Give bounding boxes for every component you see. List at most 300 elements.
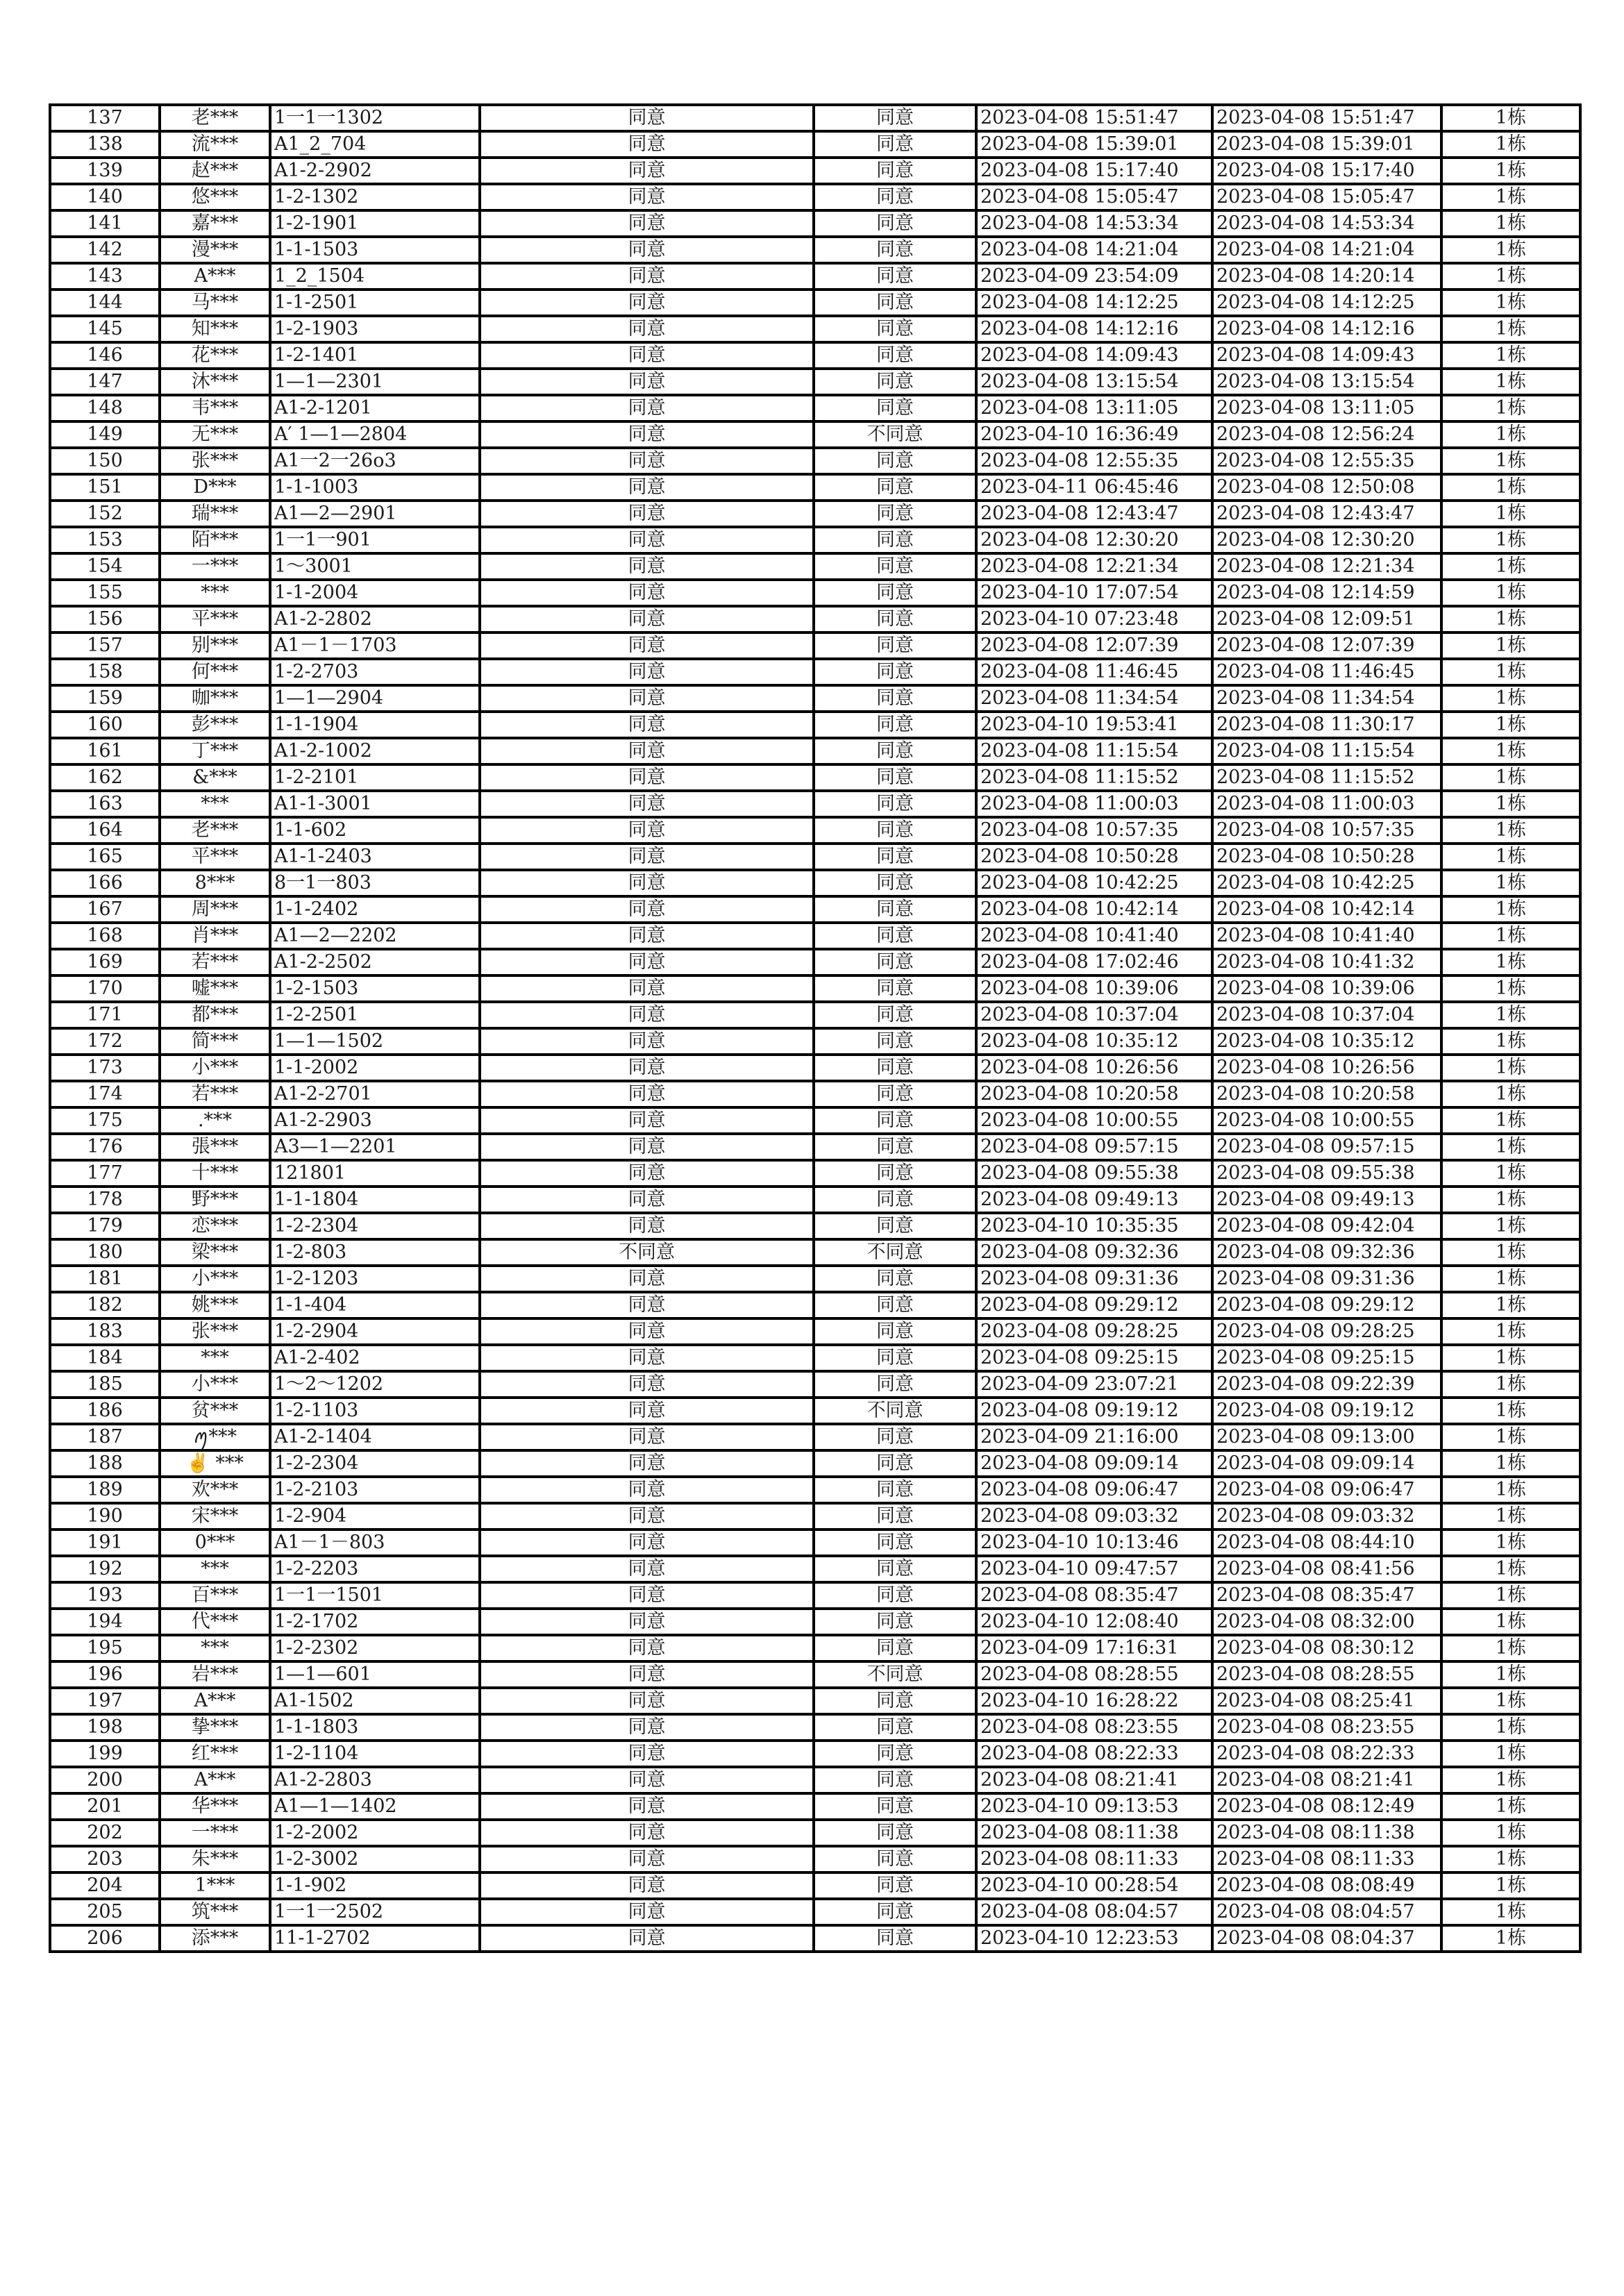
building: 1栋 [1441,1266,1580,1292]
vote-item-2: 同意 [814,712,976,738]
building: 1栋 [1441,448,1580,474]
vote-item-2: 同意 [814,501,976,527]
building: 1栋 [1441,896,1580,923]
vote-time: 2023-04-08 15:51:47 [976,105,1212,131]
owner-name: 简*** [160,1028,270,1055]
vote-item-1: 同意 [480,1345,814,1371]
row-number: 154 [50,553,160,580]
row-number: 196 [50,1661,160,1688]
vote-item-2: 同意 [814,1002,976,1028]
vote-item-2: 同意 [814,1266,976,1292]
room-address: 1—1—1502 [270,1028,480,1055]
table-row [50,1398,1580,1424]
owner-name: 贫*** [160,1398,270,1424]
table-row [50,923,1580,949]
building: 1栋 [1441,1609,1580,1635]
table-row [50,685,1580,712]
first-vote-time: 2023-04-08 12:21:34 [1212,553,1441,580]
table-row [50,1081,1580,1107]
vote-item-2: 不同意 [814,1661,976,1688]
row-number: 174 [50,1081,160,1107]
vote-time: 2023-04-08 08:22:33 [976,1741,1212,1767]
vote-item-2: 同意 [814,448,976,474]
vote-item-1: 同意 [480,474,814,501]
vote-time: 2023-04-08 14:12:25 [976,290,1212,316]
vote-item-2: 同意 [814,1767,976,1793]
owner-name: 何*** [160,659,270,685]
vote-time: 2023-04-08 10:00:55 [976,1107,1212,1134]
row-number: 197 [50,1688,160,1714]
owner-name: 漫*** [160,237,270,263]
vote-time: 2023-04-08 12:07:39 [976,632,1212,659]
vote-time: 2023-04-08 08:11:38 [976,1820,1212,1846]
vote-item-1: 同意 [480,1213,814,1239]
vote-item-1: 同意 [480,923,814,949]
vote-item-2: 同意 [814,659,976,685]
room-address: A3—1—2201 [270,1134,480,1160]
vote-item-2: 同意 [814,1793,976,1820]
vote-time: 2023-04-08 08:23:55 [976,1714,1212,1741]
table-row [50,791,1580,817]
owner-name: D*** [160,474,270,501]
row-number: 143 [50,263,160,290]
building: 1栋 [1441,501,1580,527]
row-number: 180 [50,1239,160,1266]
first-vote-time: 2023-04-08 12:55:35 [1212,448,1441,474]
vote-item-1: 同意 [480,1134,814,1160]
vote-item-2: 同意 [814,1741,976,1767]
vote-item-1: 同意 [480,1187,814,1213]
table-row [50,421,1580,448]
vote-item-1: 同意 [480,1582,814,1609]
vote-item-1: 同意 [480,1714,814,1741]
row-number: 148 [50,395,160,421]
building: 1栋 [1441,1055,1580,1081]
row-number: 157 [50,632,160,659]
vote-time: 2023-04-08 15:17:40 [976,158,1212,184]
building: 1栋 [1441,1371,1580,1398]
vote-item-1: 同意 [480,369,814,395]
building: 1栋 [1441,421,1580,448]
owner-name: 悠*** [160,184,270,210]
room-address: 1-1-602 [270,817,480,844]
first-vote-time: 2023-04-08 08:35:47 [1212,1582,1441,1609]
first-vote-time: 2023-04-08 10:57:35 [1212,817,1441,844]
vote-item-1: 同意 [480,210,814,237]
vote-item-1: 同意 [480,632,814,659]
owner-name: 陌*** [160,527,270,553]
vote-item-1: 同意 [480,791,814,817]
first-vote-time: 2023-04-08 08:32:00 [1212,1609,1441,1635]
building: 1栋 [1441,1503,1580,1530]
vote-item-1: 同意 [480,395,814,421]
vote-time: 2023-04-10 09:47:57 [976,1556,1212,1582]
vote-time: 2023-04-09 17:16:31 [976,1635,1212,1661]
table-row [50,1477,1580,1503]
row-number: 165 [50,844,160,870]
vote-time: 2023-04-08 13:15:54 [976,369,1212,395]
table-body [50,105,1580,1952]
building: 1栋 [1441,949,1580,975]
table-row [50,316,1580,342]
building: 1栋 [1441,659,1580,685]
row-number: 200 [50,1767,160,1793]
building: 1栋 [1441,263,1580,290]
room-address: 1-2-904 [270,1503,480,1530]
first-vote-time: 2023-04-08 15:17:40 [1212,158,1441,184]
building: 1栋 [1441,105,1580,131]
room-address: A1-1-2403 [270,844,480,870]
building: 1栋 [1441,1107,1580,1134]
vote-time: 2023-04-08 09:31:36 [976,1266,1212,1292]
table-row [50,1661,1580,1688]
vote-time: 2023-04-10 09:13:53 [976,1793,1212,1820]
row-number: 183 [50,1318,160,1345]
vote-item-1: 同意 [480,1741,814,1767]
owner-name: 花*** [160,342,270,369]
vote-time: 2023-04-09 23:07:21 [976,1371,1212,1398]
first-vote-time: 2023-04-08 12:09:51 [1212,606,1441,632]
room-address: 1-2-2501 [270,1002,480,1028]
row-number: 141 [50,210,160,237]
building: 1栋 [1441,923,1580,949]
building: 1栋 [1441,1530,1580,1556]
owner-name: 小*** [160,1266,270,1292]
first-vote-time: 2023-04-08 12:56:24 [1212,421,1441,448]
first-vote-time: 2023-04-08 08:25:41 [1212,1688,1441,1714]
table-row [50,738,1580,764]
room-address: 1-2-2203 [270,1556,480,1582]
room-address: A1-2-1404 [270,1424,480,1450]
vote-item-2: 同意 [814,1292,976,1318]
owner-name: 8*** [160,870,270,896]
table-row [50,474,1580,501]
owner-name: A*** [160,1767,270,1793]
first-vote-time: 2023-04-08 09:28:25 [1212,1318,1441,1345]
vote-item-1: 同意 [480,1450,814,1477]
vote-item-2: 同意 [814,369,976,395]
first-vote-time: 2023-04-08 08:11:38 [1212,1820,1441,1846]
row-number: 187 [50,1424,160,1450]
row-number: 172 [50,1028,160,1055]
owner-name: .*** [160,1107,270,1134]
table-row [50,712,1580,738]
vote-item-2: 同意 [814,263,976,290]
room-address: A1_2_704 [270,131,480,158]
owner-name: 添*** [160,1925,270,1952]
first-vote-time: 2023-04-08 08:30:12 [1212,1635,1441,1661]
room-address: A1-2-2502 [270,949,480,975]
building: 1栋 [1441,1820,1580,1846]
vote-item-1: 同意 [480,1424,814,1450]
room-address: A1-1502 [270,1688,480,1714]
first-vote-time: 2023-04-08 14:12:16 [1212,316,1441,342]
vote-item-1: 同意 [480,580,814,606]
vote-item-2: 同意 [814,1187,976,1213]
first-vote-time: 2023-04-08 09:03:32 [1212,1503,1441,1530]
building: 1栋 [1441,1292,1580,1318]
owner-name: 嘉*** [160,210,270,237]
first-vote-time: 2023-04-08 10:35:12 [1212,1028,1441,1055]
vote-item-2: 同意 [814,1925,976,1952]
row-number: 178 [50,1187,160,1213]
vote-time: 2023-04-08 09:29:12 [976,1292,1212,1318]
owner-name: 筑*** [160,1899,270,1925]
building: 1栋 [1441,1767,1580,1793]
room-address: A1-2-2701 [270,1081,480,1107]
owner-name: 嘘*** [160,975,270,1002]
room-address: 1-2-1903 [270,316,480,342]
first-vote-time: 2023-04-08 10:26:56 [1212,1055,1441,1081]
building: 1栋 [1441,1213,1580,1239]
vote-time: 2023-04-08 09:19:12 [976,1398,1212,1424]
row-number: 185 [50,1371,160,1398]
first-vote-time: 2023-04-08 14:53:34 [1212,210,1441,237]
table-row [50,1055,1580,1081]
building: 1栋 [1441,1899,1580,1925]
owner-name: 1*** [160,1872,270,1899]
vote-item-2: 同意 [814,158,976,184]
owner-name: 小*** [160,1055,270,1081]
table-row [50,1582,1580,1609]
vote-time: 2023-04-08 08:11:33 [976,1846,1212,1872]
table-row [50,105,1580,131]
first-vote-time: 2023-04-08 11:46:45 [1212,659,1441,685]
vote-item-1: 不同意 [480,1239,814,1266]
owner-name: 張*** [160,1134,270,1160]
table-row [50,1292,1580,1318]
row-number: 151 [50,474,160,501]
first-vote-time: 2023-04-08 12:30:20 [1212,527,1441,553]
room-address: A1-2-402 [270,1345,480,1371]
room-address: A1—2—2202 [270,923,480,949]
building: 1栋 [1441,290,1580,316]
vote-item-2: 同意 [814,791,976,817]
first-vote-time: 2023-04-08 10:50:28 [1212,844,1441,870]
row-number: 144 [50,290,160,316]
row-number: 162 [50,764,160,791]
owner-name: 咖*** [160,685,270,712]
room-address: 1-2-2101 [270,764,480,791]
row-number: 182 [50,1292,160,1318]
vote-item-1: 同意 [480,184,814,210]
vote-item-1: 同意 [480,263,814,290]
row-number: 166 [50,870,160,896]
row-number: 176 [50,1134,160,1160]
vote-item-2: 同意 [814,1846,976,1872]
vote-time: 2023-04-08 10:42:14 [976,896,1212,923]
vote-time: 2023-04-08 08:04:57 [976,1899,1212,1925]
building: 1栋 [1441,1002,1580,1028]
vote-item-2: 同意 [814,580,976,606]
table-row [50,896,1580,923]
vote-time: 2023-04-08 12:21:34 [976,553,1212,580]
owner-name: 朱*** [160,1846,270,1872]
vote-item-2: 同意 [814,1107,976,1134]
first-vote-time: 2023-04-08 12:07:39 [1212,632,1441,659]
first-vote-time: 2023-04-08 11:00:03 [1212,791,1441,817]
row-number: 156 [50,606,160,632]
vote-item-2: 同意 [814,474,976,501]
vote-item-1: 同意 [480,1609,814,1635]
vote-time: 2023-04-08 09:06:47 [976,1477,1212,1503]
vote-item-1: 同意 [480,685,814,712]
table-row [50,263,1580,290]
owner-name: 岩*** [160,1661,270,1688]
vote-time: 2023-04-08 08:28:55 [976,1661,1212,1688]
vote-time: 2023-04-08 14:12:16 [976,316,1212,342]
vote-time: 2023-04-08 14:53:34 [976,210,1212,237]
vote-time: 2023-04-08 10:50:28 [976,844,1212,870]
first-vote-time: 2023-04-08 15:05:47 [1212,184,1441,210]
first-vote-time: 2023-04-08 14:21:04 [1212,237,1441,263]
vote-time: 2023-04-10 12:08:40 [976,1609,1212,1635]
vote-item-2: 同意 [814,896,976,923]
row-number: 171 [50,1002,160,1028]
table-row [50,659,1580,685]
vote-time: 2023-04-10 10:35:35 [976,1213,1212,1239]
vote-item-1: 同意 [480,1477,814,1503]
table-row [50,237,1580,263]
building: 1栋 [1441,1741,1580,1767]
vote-item-2: 同意 [814,290,976,316]
room-address: 1-2-1302 [270,184,480,210]
vote-time: 2023-04-10 00:28:54 [976,1872,1212,1899]
room-address: 1-2-2703 [270,659,480,685]
vote-item-1: 同意 [480,1292,814,1318]
vote-item-1: 同意 [480,237,814,263]
row-number: 205 [50,1899,160,1925]
table-row [50,844,1580,870]
room-address: 1一1一2502 [270,1899,480,1925]
vote-item-1: 同意 [480,290,814,316]
table-row [50,1846,1580,1872]
owner-name: 代*** [160,1609,270,1635]
owner-name: 彭*** [160,712,270,738]
owner-name: 张*** [160,1318,270,1345]
room-address: 1-2-1104 [270,1741,480,1767]
owner-name: 小*** [160,1371,270,1398]
row-number: 158 [50,659,160,685]
table-row [50,184,1580,210]
table-row [50,1872,1580,1899]
owner-name: 张*** [160,448,270,474]
room-address: A1—1—1402 [270,1793,480,1820]
vote-item-1: 同意 [480,553,814,580]
owner-name: 宋*** [160,1503,270,1530]
vote-record-table [49,103,1582,1953]
owner-name: *** [160,580,270,606]
owner-name: 欢*** [160,1477,270,1503]
owner-name: 无*** [160,421,270,448]
first-vote-time: 2023-04-08 09:22:39 [1212,1371,1441,1398]
vote-time: 2023-04-08 10:41:40 [976,923,1212,949]
building: 1栋 [1441,1450,1580,1477]
owner-name: 十*** [160,1160,270,1187]
vote-time: 2023-04-10 19:53:41 [976,712,1212,738]
row-number: 145 [50,316,160,342]
vote-item-2: 同意 [814,1134,976,1160]
vote-item-1: 同意 [480,316,814,342]
first-vote-time: 2023-04-08 08:04:57 [1212,1899,1441,1925]
vote-item-2: 同意 [814,1081,976,1107]
vote-item-1: 同意 [480,158,814,184]
first-vote-time: 2023-04-08 10:41:32 [1212,949,1441,975]
room-address: 1—1—2904 [270,685,480,712]
first-vote-time: 2023-04-08 08:28:55 [1212,1661,1441,1688]
vote-item-1: 同意 [480,764,814,791]
vote-item-2: 不同意 [814,421,976,448]
row-number: 168 [50,923,160,949]
vote-item-2: 同意 [814,1213,976,1239]
vote-item-1: 同意 [480,1530,814,1556]
vote-item-1: 同意 [480,659,814,685]
table-row [50,632,1580,659]
row-number: 201 [50,1793,160,1820]
table-row [50,1266,1580,1292]
row-number: 140 [50,184,160,210]
row-number: 164 [50,817,160,844]
building: 1栋 [1441,1872,1580,1899]
building: 1栋 [1441,210,1580,237]
vote-item-1: 同意 [480,1767,814,1793]
owner-name: 野*** [160,1187,270,1213]
room-address: A′ 1—1—2804 [270,421,480,448]
vote-item-2: 不同意 [814,1239,976,1266]
first-vote-time: 2023-04-08 09:25:15 [1212,1345,1441,1371]
vote-item-1: 同意 [480,1028,814,1055]
room-address: 1-1-2402 [270,896,480,923]
vote-time: 2023-04-08 11:46:45 [976,659,1212,685]
table-row [50,1767,1580,1793]
table-row [50,1503,1580,1530]
room-address: A1-2-1002 [270,738,480,764]
vote-item-2: 同意 [814,105,976,131]
vote-item-1: 同意 [480,448,814,474]
table-row [50,1635,1580,1661]
table-row [50,1609,1580,1635]
first-vote-time: 2023-04-08 09:31:36 [1212,1266,1441,1292]
row-number: 170 [50,975,160,1002]
vote-item-1: 同意 [480,844,814,870]
building: 1栋 [1441,1318,1580,1345]
room-address: 1_2_1504 [270,263,480,290]
first-vote-time: 2023-04-08 10:41:40 [1212,923,1441,949]
owner-name: 瑞*** [160,501,270,527]
vote-item-2: 同意 [814,1424,976,1450]
vote-item-1: 同意 [480,501,814,527]
vote-item-1: 同意 [480,1688,814,1714]
vote-time: 2023-04-08 12:30:20 [976,527,1212,553]
first-vote-time: 2023-04-08 09:29:12 [1212,1292,1441,1318]
table-row [50,527,1580,553]
building: 1栋 [1441,791,1580,817]
vote-item-1: 同意 [480,342,814,369]
room-address: 1-2-1103 [270,1398,480,1424]
vote-time: 2023-04-08 11:00:03 [976,791,1212,817]
building: 1栋 [1441,1424,1580,1450]
vote-item-1: 同意 [480,738,814,764]
building: 1栋 [1441,632,1580,659]
room-address: 1-1-1804 [270,1187,480,1213]
building: 1栋 [1441,580,1580,606]
vote-item-1: 同意 [480,870,814,896]
building: 1栋 [1441,975,1580,1002]
room-address: 1-1-1803 [270,1714,480,1741]
vote-time: 2023-04-08 10:42:25 [976,870,1212,896]
table-row [50,1556,1580,1582]
first-vote-time: 2023-04-08 10:39:06 [1212,975,1441,1002]
